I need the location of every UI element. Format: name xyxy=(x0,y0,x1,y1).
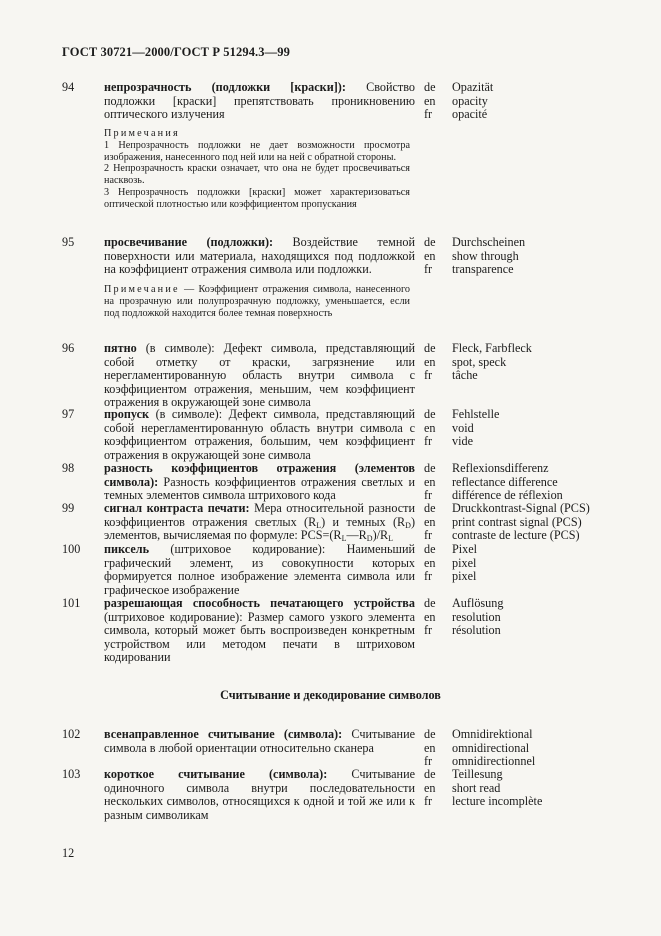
language-codes xyxy=(424,236,452,277)
entry-text: —R xyxy=(346,528,367,543)
section-title: Считывание и декодирование символов xyxy=(220,688,441,702)
lang-en: en xyxy=(424,555,436,570)
entry-term: непрозрачность (подложки [краски]): xyxy=(104,80,346,94)
translations xyxy=(452,81,632,122)
lang-fr: fr xyxy=(424,368,433,383)
entry-number: 99 xyxy=(62,501,75,515)
lang-fr: fr xyxy=(424,434,433,449)
entry-number: 97 xyxy=(62,407,75,421)
entry-text: )/R xyxy=(372,528,389,543)
entry-definition xyxy=(104,597,415,665)
lang-fr: fr xyxy=(424,107,433,122)
translations xyxy=(452,408,632,449)
translations xyxy=(452,597,632,638)
entry-definition xyxy=(104,768,415,822)
translation-fr: lecture incomplète xyxy=(452,794,543,809)
note-line-2: 2 Непрозрачность краски означает, что она не будет просвечиваться насквозь. xyxy=(104,163,410,187)
lang-fr: fr xyxy=(424,569,433,584)
lang-en: en xyxy=(424,514,436,529)
translation-de: Auflösung xyxy=(452,596,504,610)
entry-definition xyxy=(104,81,415,122)
entry-text: Считывание одиночного символа внутри последовательности нескольких символов, относящихся к одной и той же или к разным символикам xyxy=(104,767,415,822)
translation-de: Opazität xyxy=(452,80,494,94)
translation-en: reflectance difference xyxy=(452,474,558,489)
translation-de: Reflexionsdifferenz xyxy=(452,461,549,475)
entry-definition xyxy=(104,342,415,410)
translation-fr: pixel xyxy=(452,569,477,584)
entry-number: 100 xyxy=(62,542,81,556)
lang-de: de xyxy=(424,727,436,741)
lang-de: de xyxy=(424,767,436,781)
entry-definition xyxy=(104,502,415,543)
language-codes xyxy=(424,597,452,638)
translation-de: Fehlstelle xyxy=(452,407,500,421)
lang-en: en xyxy=(424,609,436,624)
entry-number: 103 xyxy=(62,767,81,781)
lang-de: de xyxy=(424,80,436,94)
language-codes xyxy=(424,342,452,383)
lang-fr: fr xyxy=(424,623,433,638)
translation-fr: tâche xyxy=(452,368,478,383)
lang-de: de xyxy=(424,596,436,610)
entry-definition xyxy=(104,728,415,755)
translation-en: short read xyxy=(452,780,501,795)
lang-fr: fr xyxy=(424,488,433,503)
entry-number: 101 xyxy=(62,596,81,610)
language-codes xyxy=(424,462,452,503)
lang-en: en xyxy=(424,740,436,755)
translation-fr: résolution xyxy=(452,623,501,638)
entry-term: пропуск xyxy=(104,407,150,421)
translation-fr: opacité xyxy=(452,107,488,122)
lang-de: de xyxy=(424,407,436,421)
entry-text: (штриховое кодирование): Размер самого узкого элемента символа, который может быть воспроизведен конкретным устройством или методом печати в штриховом кодировании xyxy=(104,609,415,665)
note-text: — Коэффициент отражения символа, нанесенного на прозрачную или полупрозрачную подложку, уменьшается, если под подложкой находится более темная поверхность xyxy=(104,284,410,319)
translations xyxy=(452,342,632,383)
lang-de: de xyxy=(424,341,436,355)
translation-de: Pixel xyxy=(452,542,478,556)
lang-de: de xyxy=(424,461,436,475)
subscript-l: L xyxy=(341,534,347,544)
language-codes xyxy=(424,81,452,122)
translations xyxy=(452,236,632,277)
translations xyxy=(452,728,632,769)
translation-en: void xyxy=(452,420,474,435)
entry-number: 98 xyxy=(62,461,75,475)
entry-text: Воздействие темной поверхности или материала, находящихся под подложкой на коэффициент отражения символа или подложки. xyxy=(104,235,415,277)
lang-en: en xyxy=(424,354,436,369)
translations xyxy=(452,543,632,584)
translations xyxy=(452,768,632,809)
entry-term: короткое считывание (символа): xyxy=(104,767,328,781)
translation-de: Druckkontrast-Signal (PCS) xyxy=(452,501,590,515)
entry-text: ) и темных (R xyxy=(321,514,406,529)
entry-text: (в символе): Дефект символа, представляющий собой отметку от краски, загрязнение или нерегламентированную область внутри символа с коэффициентом отражения, меньшим, чем коэффициент отражения в окружающей зоне символа xyxy=(104,341,415,410)
language-codes xyxy=(424,502,452,543)
subscript-l: L xyxy=(316,520,322,530)
note-title: Примечания xyxy=(104,128,180,139)
entry-term: пиксель xyxy=(104,542,150,556)
document-header: ГОСТ 30721—2000/ГОСТ Р 51294.3—99 xyxy=(62,45,290,59)
translation-fr: contraste de lecture (PCS) xyxy=(452,528,580,543)
translation-en: opacity xyxy=(452,93,488,108)
lang-en: en xyxy=(424,420,436,435)
translation-en: spot, speck xyxy=(452,354,507,369)
entry-definition xyxy=(104,408,415,462)
translation-de: Fleck, Farbfleck xyxy=(452,341,532,355)
lang-en: en xyxy=(424,248,436,263)
entry-text: (штриховое кодирование): Наименьший графический элемент, из совокупности которых формируется полное изображение элемента символа или графическое изображение xyxy=(104,542,415,597)
entry-term: разность коэффициентов отражения (элементов символа): xyxy=(104,461,415,489)
language-codes xyxy=(424,768,452,809)
translation-fr: vide xyxy=(452,434,473,449)
translation-de: Durchscheinen xyxy=(452,235,526,249)
translation-en: resolution xyxy=(452,609,501,624)
entry-term: всенаправленное считывание (символа): xyxy=(104,727,343,741)
translations xyxy=(452,462,632,503)
translation-fr: transparence xyxy=(452,262,514,277)
entry-term: пятно xyxy=(104,341,137,355)
lang-fr: fr xyxy=(424,528,433,543)
entry-text: Разность коэффициентов отражения светлых и темных элементов символа штрихового кода xyxy=(104,474,415,503)
lang-fr: fr xyxy=(424,262,433,277)
entry-text: Считывание символа в любой ориентации относительно сканера xyxy=(104,727,416,755)
subscript-d: D xyxy=(405,520,411,530)
translation-fr: omnidirectionnel xyxy=(452,754,536,769)
entry-text: Мера относительной разности коэффициентов отражения светлых (R xyxy=(104,501,415,529)
note-line-1: 1 Непрозрачность подложки не дает возможности просмотра изображения, нанесенного под ней или на ней с обратной стороны. xyxy=(104,139,410,163)
entry-definition xyxy=(104,462,415,503)
lang-en: en xyxy=(424,780,436,795)
lang-en: en xyxy=(424,474,436,489)
note-label: Примечание xyxy=(104,284,180,295)
page-number: 12 xyxy=(62,846,75,860)
entry-text: (в символе): Дефект символа, представляющий собой нерегламентированную область внутри символа с коэффициентом отражения, большим, чем коэффициент отражения в окружающей зоне символа xyxy=(104,407,415,462)
note-95 xyxy=(104,284,410,319)
entry-number: 102 xyxy=(62,727,81,741)
entry-text: Свойство подложки [краски] препятствовать проникновению оптического излучения xyxy=(104,80,415,122)
translation-de: Omnidirektional xyxy=(452,727,533,741)
translation-fr: différence de réflexion xyxy=(452,488,563,503)
entry-number: 95 xyxy=(62,235,75,249)
translation-de: Teillesung xyxy=(452,767,503,781)
translation-en: pixel xyxy=(452,555,477,570)
lang-de: de xyxy=(424,501,436,515)
language-codes xyxy=(424,728,452,769)
entry-number: 94 xyxy=(62,80,75,94)
entry-definition xyxy=(104,543,415,597)
entry-term: сигнал контраста печати: xyxy=(104,501,250,515)
lang-fr: fr xyxy=(424,754,433,769)
lang-fr: fr xyxy=(424,794,433,809)
translations xyxy=(452,502,632,543)
entry-text: ) элементов, вычисляемая по формуле: PCS=(R xyxy=(104,514,415,543)
lang-de: de xyxy=(424,542,436,556)
subscript-d: D xyxy=(366,534,373,544)
lang-de: de xyxy=(424,235,436,249)
lang-en: en xyxy=(424,93,436,108)
note-line-3: 3 Непрозрачность подложки [краски] может характеризоваться оптической плотностью или коэффициентом пропускания xyxy=(104,186,410,210)
entry-number: 96 xyxy=(62,341,75,355)
translation-en: show through xyxy=(452,248,519,263)
note-94 xyxy=(104,128,410,211)
translation-en: print contrast signal (PCS) xyxy=(452,514,582,529)
entry-definition xyxy=(104,236,415,277)
entry-term: разрешающая способность печатающего устройства xyxy=(104,596,415,610)
language-codes xyxy=(424,408,452,449)
language-codes xyxy=(424,543,452,584)
subscript-l: L xyxy=(388,534,394,544)
entry-term: просвечивание (подложки): xyxy=(104,235,274,249)
translation-en: omnidirectional xyxy=(452,740,530,755)
